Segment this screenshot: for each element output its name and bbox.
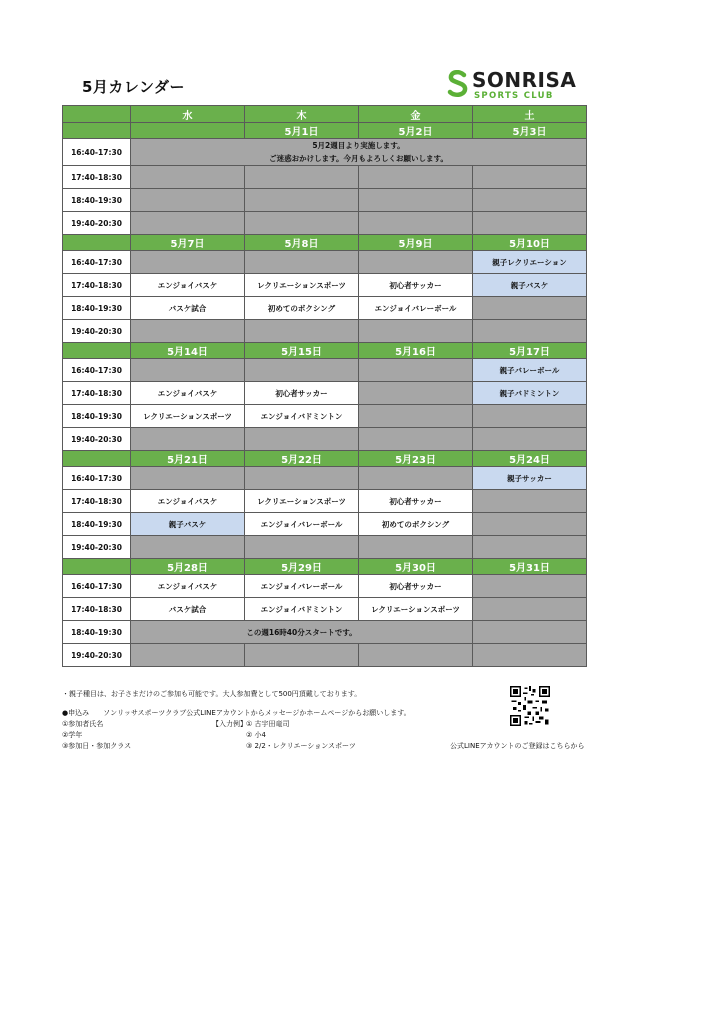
note-example-1: ① 古宇田竜司	[246, 720, 290, 728]
date-label: 5月29日	[245, 559, 359, 575]
time-slot-label: 17:40-18:30	[63, 166, 131, 189]
empty-slot	[473, 513, 587, 536]
class-slot: エンジョイバレーボール	[245, 575, 359, 598]
class-slot: バスケ試合	[131, 297, 245, 320]
class-slot: バスケ試合	[131, 598, 245, 621]
date-corner	[63, 451, 131, 467]
empty-slot	[359, 405, 473, 428]
date-label: 5月7日	[131, 235, 245, 251]
time-slot-label: 17:40-18:30	[63, 382, 131, 405]
weekday-label: 土	[473, 106, 587, 123]
time-slot-row	[63, 166, 587, 189]
date-label: 5月14日	[131, 343, 245, 359]
time-slot-row	[63, 212, 587, 235]
line-caption: 公式LINEアカウントのご登録はこちらから	[450, 742, 585, 750]
empty-slot	[245, 320, 359, 343]
empty-slot	[131, 644, 245, 667]
empty-slot	[131, 467, 245, 490]
date-corner	[63, 559, 131, 575]
class-slot: エンジョイバドミントン	[245, 598, 359, 621]
empty-slot	[473, 405, 587, 428]
date-label: 5月16日	[359, 343, 473, 359]
empty-slot	[473, 621, 587, 644]
note-parent-child: ・親子種目は、お子さまだけのご参加も可能です。大人参加費として500円頂戴しております。	[62, 690, 362, 698]
class-slot: 親子バドミントン	[473, 382, 587, 405]
date-label: 5月9日	[359, 235, 473, 251]
time-slot-label: 17:40-18:30	[63, 490, 131, 513]
time-slot-label: 17:40-18:30	[63, 274, 131, 297]
time-slot-row	[63, 359, 587, 382]
class-slot: 親子バスケ	[473, 274, 587, 297]
class-slot: エンジョイバスケ	[131, 575, 245, 598]
page-title: 5月カレンダー	[82, 78, 185, 96]
empty-slot	[245, 189, 359, 212]
time-slot-row	[63, 490, 587, 513]
class-slot: 親子バレーボール	[473, 359, 587, 382]
date-label: 5月10日	[473, 235, 587, 251]
class-slot: エンジョイバスケ	[131, 274, 245, 297]
date-row	[63, 559, 587, 575]
empty-slot	[473, 428, 587, 451]
empty-slot	[359, 251, 473, 274]
date-row	[63, 123, 587, 139]
weekday-header-row	[63, 106, 587, 123]
class-slot: 親子バスケ	[131, 513, 245, 536]
empty-slot	[359, 467, 473, 490]
empty-slot	[359, 382, 473, 405]
date-label	[131, 123, 245, 139]
empty-slot	[245, 212, 359, 235]
empty-slot	[245, 428, 359, 451]
time-slot-label: 18:40-19:30	[63, 189, 131, 212]
note-item-class: ③参加日・参加クラス	[62, 742, 132, 750]
empty-slot	[131, 251, 245, 274]
note-example-3: ③ 2/2・レクリエーションスポーツ	[246, 742, 356, 750]
time-slot-row	[63, 428, 587, 451]
time-slot-row	[63, 139, 587, 166]
time-slot-label: 18:40-19:30	[63, 297, 131, 320]
line-qr-code-icon[interactable]	[510, 686, 550, 726]
date-label: 5月30日	[359, 559, 473, 575]
empty-slot	[359, 166, 473, 189]
sonrisa-logo-mark-icon	[447, 70, 469, 98]
merged-notice-cell: この週16時40分スタートです。	[131, 621, 473, 644]
time-slot-row	[63, 189, 587, 212]
empty-slot	[131, 212, 245, 235]
class-slot: レクリエーションスポーツ	[245, 274, 359, 297]
empty-slot	[131, 320, 245, 343]
class-slot: レクリエーションスポーツ	[359, 598, 473, 621]
date-label: 5月15日	[245, 343, 359, 359]
time-slot-row	[63, 536, 587, 559]
class-slot: 初心者サッカー	[245, 382, 359, 405]
time-slot-label: 18:40-19:30	[63, 513, 131, 536]
class-slot: 初心者サッカー	[359, 575, 473, 598]
time-slot-label: 19:40-20:30	[63, 428, 131, 451]
sonrisa-logo	[447, 68, 587, 102]
date-label: 5月31日	[473, 559, 587, 575]
date-label: 5月24日	[473, 451, 587, 467]
time-slot-label: 16:40-17:30	[63, 359, 131, 382]
time-slot-label: 19:40-20:30	[63, 536, 131, 559]
date-row	[63, 235, 587, 251]
empty-slot	[359, 320, 473, 343]
note-example-2: ② 小4	[246, 731, 266, 739]
weekday-label: 木	[245, 106, 359, 123]
time-slot-label: 19:40-20:30	[63, 320, 131, 343]
empty-slot	[245, 467, 359, 490]
date-label: 5月17日	[473, 343, 587, 359]
empty-slot	[131, 536, 245, 559]
calendar-table	[62, 105, 587, 667]
date-label: 5月2日	[359, 123, 473, 139]
empty-slot	[359, 189, 473, 212]
notice-cell	[131, 139, 587, 166]
empty-slot	[131, 189, 245, 212]
date-corner	[63, 343, 131, 359]
class-slot: 初めてのボクシング	[359, 513, 473, 536]
empty-slot	[245, 166, 359, 189]
time-slot-label: 16:40-17:30	[63, 467, 131, 490]
notice-line: 5月2週目より実施します。	[312, 141, 405, 150]
time-slot-row	[63, 320, 587, 343]
time-slot-label: 19:40-20:30	[63, 212, 131, 235]
empty-slot	[245, 644, 359, 667]
date-label: 5月28日	[131, 559, 245, 575]
time-slot-row	[63, 644, 587, 667]
class-slot: 初心者サッカー	[359, 274, 473, 297]
time-slot-row	[63, 251, 587, 274]
empty-slot	[359, 359, 473, 382]
weekday-label: 水	[131, 106, 245, 123]
date-corner	[63, 235, 131, 251]
class-slot: エンジョイバスケ	[131, 382, 245, 405]
date-label: 5月8日	[245, 235, 359, 251]
note-example-label: 【入力例】	[212, 720, 247, 728]
date-label: 5月1日	[245, 123, 359, 139]
empty-slot	[473, 166, 587, 189]
empty-slot	[131, 359, 245, 382]
class-slot: 初心者サッカー	[359, 490, 473, 513]
time-slot-row	[63, 382, 587, 405]
note-apply: ●申込み ソンリッサスポーツクラブ公式LINEアカウントからメッセージかホームページからお願いします。	[62, 709, 411, 717]
date-label: 5月21日	[131, 451, 245, 467]
date-label: 5月3日	[473, 123, 587, 139]
time-slot-label: 17:40-18:30	[63, 598, 131, 621]
note-item-grade: ②学年	[62, 731, 83, 739]
empty-slot	[245, 359, 359, 382]
logo-subtitle: SPORTS CLUB	[474, 91, 554, 101]
empty-slot	[473, 212, 587, 235]
time-slot-label: 18:40-19:30	[63, 405, 131, 428]
empty-slot	[473, 297, 587, 320]
date-row	[63, 343, 587, 359]
empty-slot	[131, 166, 245, 189]
time-slot-row	[63, 405, 587, 428]
date-corner	[63, 123, 131, 139]
time-slot-row	[63, 274, 587, 297]
time-slot-row	[63, 598, 587, 621]
empty-slot	[473, 320, 587, 343]
class-slot: レクリエーションスポーツ	[245, 490, 359, 513]
time-slot-row	[63, 575, 587, 598]
time-slot-label: 16:40-17:30	[63, 139, 131, 166]
notice-line: ご迷惑おかけします。今月もよろしくお願いします。	[269, 154, 448, 163]
date-label: 5月22日	[245, 451, 359, 467]
empty-slot	[473, 536, 587, 559]
class-slot: 親子サッカー	[473, 467, 587, 490]
date-label: 5月23日	[359, 451, 473, 467]
logo-name: SONRISA	[472, 68, 577, 92]
empty-slot	[359, 212, 473, 235]
empty-slot	[473, 644, 587, 667]
time-slot-label: 19:40-20:30	[63, 644, 131, 667]
empty-slot	[245, 251, 359, 274]
time-slot-row	[63, 513, 587, 536]
class-slot: レクリエーションスポーツ	[131, 405, 245, 428]
class-slot: 初めてのボクシング	[245, 297, 359, 320]
time-slot-row	[63, 621, 587, 644]
weekday-label: 金	[359, 106, 473, 123]
time-slot-label: 18:40-19:30	[63, 621, 131, 644]
class-slot: 親子レクリエーション	[473, 251, 587, 274]
date-row	[63, 451, 587, 467]
header-corner	[63, 106, 131, 123]
empty-slot	[473, 189, 587, 212]
time-slot-row	[63, 467, 587, 490]
empty-slot	[245, 536, 359, 559]
empty-slot	[473, 598, 587, 621]
class-slot: エンジョイバドミントン	[245, 405, 359, 428]
empty-slot	[473, 490, 587, 513]
class-slot: エンジョイバレーボール	[245, 513, 359, 536]
time-slot-row	[63, 297, 587, 320]
empty-slot	[359, 536, 473, 559]
time-slot-label: 16:40-17:30	[63, 251, 131, 274]
empty-slot	[131, 428, 245, 451]
time-slot-label: 16:40-17:30	[63, 575, 131, 598]
class-slot: エンジョイバレーボール	[359, 297, 473, 320]
empty-slot	[359, 428, 473, 451]
empty-slot	[473, 575, 587, 598]
note-item-name: ①参加者氏名	[62, 720, 104, 728]
class-slot: エンジョイバスケ	[131, 490, 245, 513]
empty-slot	[359, 644, 473, 667]
